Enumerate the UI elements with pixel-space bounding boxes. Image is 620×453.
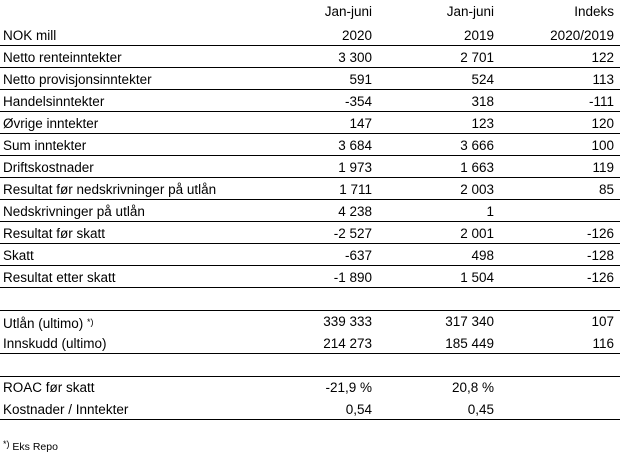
header-index-label: Indeks bbox=[574, 4, 614, 19]
row-value-2020: 0,54 bbox=[345, 402, 372, 417]
row-label-text: Utlån (ultimo) bbox=[3, 316, 84, 331]
row-value-2019: 498 bbox=[471, 248, 494, 263]
table-row bbox=[0, 156, 620, 178]
row-value-2020: -21,9 % bbox=[325, 380, 372, 395]
table-row bbox=[0, 310, 620, 332]
row-value-2019: 20,8 % bbox=[451, 380, 494, 395]
header-period-2019: Jan-juni bbox=[446, 4, 494, 19]
row-value-2020: 591 bbox=[349, 72, 372, 87]
row-index: 122 bbox=[591, 50, 614, 65]
row-index: 85 bbox=[598, 182, 614, 197]
row-value-2020: 3 684 bbox=[338, 138, 372, 153]
row-label: Resultat etter skatt bbox=[3, 270, 116, 285]
row-value-2019: 0,45 bbox=[467, 402, 494, 417]
row-value-2020: -637 bbox=[344, 248, 372, 263]
row-value-2019: 2 003 bbox=[460, 182, 494, 197]
row-label: Skatt bbox=[3, 248, 34, 263]
row-value-2020: 147 bbox=[349, 116, 372, 131]
row-value-2020: 1 711 bbox=[339, 182, 372, 197]
header-index-years: 2020/2019 bbox=[550, 28, 614, 43]
row-value-2020: 339 333 bbox=[323, 314, 372, 329]
table-row bbox=[0, 398, 620, 420]
table-row bbox=[0, 376, 620, 398]
header-row-periods bbox=[0, 0, 620, 22]
row-value-2019: 2 001 bbox=[460, 226, 494, 241]
row-index: 107 bbox=[591, 314, 614, 329]
row-label: Handelsinntekter bbox=[3, 94, 105, 109]
footnote-mark: *) bbox=[3, 439, 10, 449]
header-period-2020: Jan-juni bbox=[324, 4, 372, 19]
row-value-2019: 1 663 bbox=[460, 160, 494, 175]
row-label: Driftskostnader bbox=[3, 160, 94, 175]
row-value-2020: 1 973 bbox=[338, 160, 372, 175]
row-value-2019: 123 bbox=[471, 116, 494, 131]
row-index: 113 bbox=[592, 72, 614, 87]
footnote-marker: *) bbox=[87, 317, 94, 327]
row-index: 120 bbox=[591, 116, 614, 131]
row-label: Resultat før skatt bbox=[3, 226, 106, 241]
row-label bbox=[3, 314, 94, 332]
table-row bbox=[0, 222, 620, 244]
row-value-2019: 3 666 bbox=[460, 138, 494, 153]
row-value-2019: 318 bbox=[471, 94, 494, 109]
row-value-2019: 2 701 bbox=[460, 50, 494, 65]
row-label: Netto renteinntekter bbox=[3, 50, 122, 65]
row-label: Nedskrivninger på utlån bbox=[3, 204, 145, 219]
table-row bbox=[0, 134, 620, 156]
row-value-2019: 317 340 bbox=[445, 314, 494, 329]
row-index: -111 bbox=[588, 94, 614, 109]
header-row-years bbox=[0, 24, 620, 46]
row-value-2019: 185 449 bbox=[445, 336, 494, 351]
table-row bbox=[0, 68, 620, 90]
row-value-2020: 214 273 bbox=[323, 336, 372, 351]
row-value-2019: 1 bbox=[486, 204, 494, 219]
row-label: ROAC før skatt bbox=[3, 380, 95, 395]
row-index: 116 bbox=[592, 336, 614, 351]
table-row bbox=[0, 112, 620, 134]
row-value-2019: 524 bbox=[471, 72, 494, 87]
table-row bbox=[0, 178, 620, 200]
row-index: -128 bbox=[586, 248, 614, 263]
table-row bbox=[0, 244, 620, 266]
footnote bbox=[3, 438, 58, 453]
footnote-text: Eks Repo bbox=[9, 441, 58, 453]
row-value-2020: -2 527 bbox=[333, 226, 372, 241]
row-index: 100 bbox=[591, 138, 614, 153]
row-index: 119 bbox=[592, 160, 614, 175]
header-year-2020: 2020 bbox=[341, 28, 372, 43]
row-value-2020: -354 bbox=[344, 94, 372, 109]
row-value-2020: 4 238 bbox=[338, 204, 372, 219]
row-index: -126 bbox=[586, 270, 614, 285]
header-year-2019: 2019 bbox=[463, 28, 494, 43]
row-label: Resultat før nedskrivninger på utlån bbox=[3, 182, 217, 197]
row-value-2020: -1 890 bbox=[333, 270, 372, 285]
row-label: Øvrige inntekter bbox=[3, 116, 99, 131]
table-row bbox=[0, 266, 620, 288]
table-row bbox=[0, 46, 620, 68]
table-row bbox=[0, 90, 620, 112]
row-label: Sum inntekter bbox=[3, 138, 87, 153]
table-row bbox=[0, 200, 620, 222]
row-label: Kostnader / Inntekter bbox=[3, 402, 129, 417]
row-index: -126 bbox=[586, 226, 614, 241]
row-label: Innskudd (ultimo) bbox=[3, 336, 107, 351]
row-label: Netto provisjonsinntekter bbox=[3, 72, 152, 87]
header-unit-label: NOK mill bbox=[3, 28, 57, 43]
row-value-2019: 1 504 bbox=[460, 270, 494, 285]
table-row bbox=[0, 332, 620, 354]
row-value-2020: 3 300 bbox=[338, 50, 372, 65]
